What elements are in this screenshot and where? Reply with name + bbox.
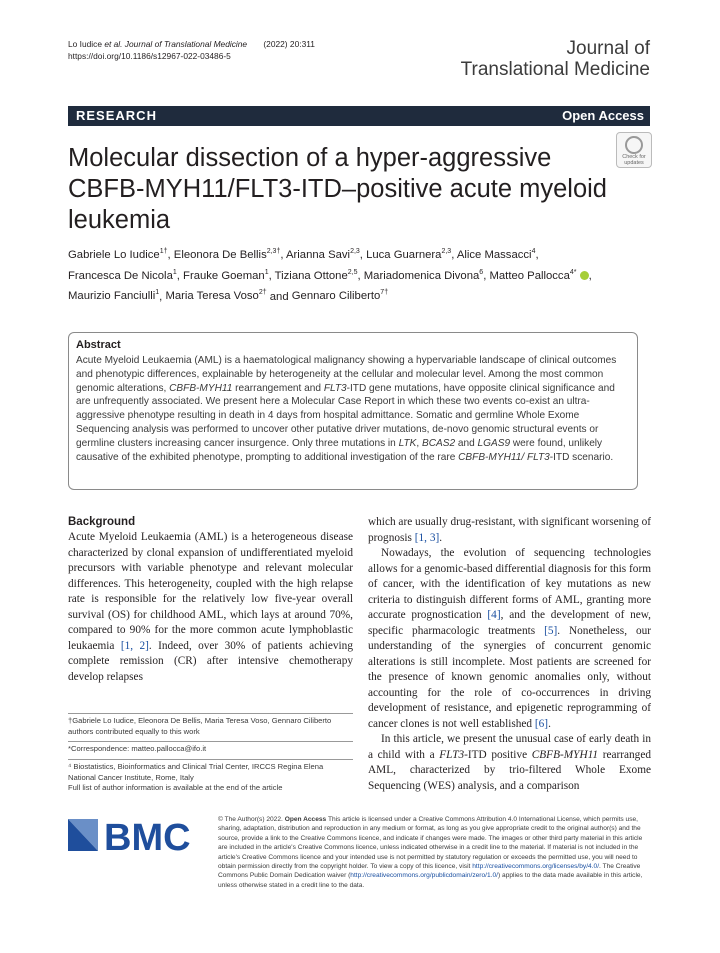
body-paragraph: In this article, we present the unusual case of early death in a child with a FLT3-ITD positive CBFB-MYH11 rearranged AML, characterized by trio-filtered Whole Exome Sequencing (WES) analysis, and a comparison [368,733,651,792]
journal-title [461,38,650,80]
bmc-logo-text: BMC [104,817,191,857]
article-title: Molecular dissection of a hyper-aggressive CBFB-MYH11/FLT3-ITD–positive acute myeloid leukemia [68,144,607,234]
author[interactable]: Mariadomenica Divona$^6$ [363,268,484,282]
citation-authors: Lo Iudice [68,39,105,49]
journal-title-line1: Journal of [566,38,650,59]
body-column-right [368,515,651,794]
author[interactable]: Luca Guarnera$^{2,3}$ [366,248,452,261]
doi-link[interactable]: https://doi.org/10.1186/s12967-022-03486-5 [68,51,231,61]
background-heading: Background [68,516,136,528]
citation-journal: et al. Journal of Translational Medicine [104,39,248,49]
author[interactable]: Gabriele Lo Iudice$^{1\dagger}$ [68,248,168,261]
check-updates-line2: updates [624,160,644,166]
body-column-left [68,515,353,685]
reference-link[interactable]: [5] [544,624,558,637]
author[interactable]: Francesca De Nicola$^1$ [68,268,177,282]
author[interactable]: Frauke Goeman$^1$ [183,268,269,282]
cc0-link[interactable]: http://creativecommons.org/publicdomain/zero/1.0/ [350,872,498,880]
citation-year: (2022) 20:311 [263,39,315,49]
abstract-text: Acute Myeloid Leukaemia (AML) is a haematological malignancy showing a hypervariable landscape of clinical outcomes and phenotypic differences, explainable by heterogeneity at the cellular and molecular level. Among the most common genomic alterations, CBFB-MYH11 rearrangement and FLT3-ITD gene mutations, have opposite clinical significance and are unfrequently associated. We present here a Molecular Case Report in which these two events co-exist an ultra-aggressive phenotype resulting in death in 4 days from hospital admittance. Somatic and germline Whole Exome Sequencing analysis was performed to uncover other putative driver mutations, de-novo genomic structural events or germline clusters increasing cancer insurgence. Only three mutations in LTK, BCAS2 and LGAS9 were found, unlikely causative of the exhibited phenotype, prompting to additional investigation of the rare CBFB-MYH11/ FLT3-ITD scenario. [76,355,617,463]
open-access-label: Open Access [562,108,644,123]
section-bar [68,106,650,126]
author[interactable]: Maria Teresa Voso$^{2\dagger}$ [165,289,267,303]
author[interactable]: Maurizio Fanciulli$^1$ [68,289,160,303]
author[interactable]: Eleonora De Bellis$^{2,3\dagger}$ [173,248,281,261]
bmc-logo[interactable] [68,813,203,862]
body-paragraph: which are usually drug-resistant, with significant worsening of prognosis [1, 3]. [368,516,651,544]
reference-link[interactable]: [1, 2] [120,639,149,652]
abstract-heading: Abstract [76,339,121,351]
author-list: Gabriele Lo Iudice$^{1\dagger}$, Eleonora De Bellis$^{2,3\dagger}$, Arianna Savi$^{2,3}$, Luca Guarnera$^{2,3}$, Alice Massacci$^4$, Francesca De Nicola$^1$, Frauke Goeman$^1$, Tiziana Ottone$^{2,5}$, Mariadomenica Divona$^6$, Matteo Pallocca$^{4*}$ , Maurizio Fanciulli$^1$, Maria Teresa Voso$^{2\dagger}$ and Gennaro Ciliberto$^{7\dagger}$ [68,248,592,303]
footnote-divider [68,759,353,760]
footnote-affiliation: ⁴ Biostatistics, Bioinformatics and Clinical Trial Center, IRCCS Regina Elena National Cancer Institute, Rome, Italy [68,762,324,782]
footnote-equal-contribution: †Gabriele Lo Iudice, Eleonora De Bellis, Maria Teresa Voso, Gennaro Ciliberto authors contributed equally to this work [68,716,332,736]
check-updates-line1: Check for [622,154,646,160]
license-text: © The Author(s) 2022. Open Access This article is licensed under a Creative Commons Attribution 4.0 International License, which permits use, sharing, adaptation, distribution and reproduction in any medium or format, as long as you give appropriate credit to the original author(s) and the source, provide a link to the Creative Commons licence, and indicate if changes were made. The images or other third party material in this article are included in the article's Creative Commons licence, unless indicated otherwise in a credit line to the material. If material is not included in the article's Creative Commons licence and your intended use is not permitted by statutory regulation or exceeds the permitted use, you will need to obtain permission directly from the copyright holder. To view a copy of this licence, visit http://creativecommons.org/licenses/by/4.0/. The Creative Commons Public Domain Dedication waiver (http://creativecommons.org/publicdomain/zero/1.0/) applies to the data made available in this article, unless otherwise stated in a credit line to the data. [218,816,643,889]
journal-title-line2: Translational Medicine [460,59,650,80]
footnote-divider [68,741,353,742]
author[interactable]: Alice Massacci$^4$ [456,248,536,261]
abstract-box [68,332,638,490]
bmc-logo-icon [68,813,203,857]
reference-link[interactable]: [4] [487,609,501,621]
footnote-full-list: Full list of author information is available at the end of the article [68,783,283,792]
orcid-icon[interactable] [580,271,589,280]
reference-link[interactable]: [1, 3] [414,531,440,544]
author[interactable]: Arianna Savi$^{2,3}$ [286,248,360,261]
author[interactable]: Matteo Pallocca$^{4*}$ [489,268,577,282]
license-link[interactable]: http://creativecommons.org/licenses/by/4.0/ [472,863,600,871]
body-paragraph: Nowadays, the evolution of sequencing technologies allows for a genomic-based differential diagnosis for this form of cancer, with the identification of key mutations as new criteria to distinguish different forms of AML, granting more accurate prognostication [4], and the development of new, specific pharmacologic treatments [5]. Nonetheless, our understanding of the synergies of concurrent genomic alterations is still incomplete. Most patients are screened for the presence of known genomic anomalies only, without accounting for the role of co-occurrences in driving development of resistance, and epigenetic reprogramming of cancer clones is not well established [6]. [368,547,652,730]
background-paragraph: Acute Myeloid Leukaemia (AML) is a heterogeneous disease characterized by clonal expansion of undifferentiated myeloid precursors with variable phenotype and relevant molecular differences. This heterogeneity, coupled with the high relapse rate is responsible for the relatively low five-year overall survival (OS) for childhood AML, which lays at around 70%, compared to 90% for the more common acute lymphoblastic leukaemia [1, 2]. Indeed, over 30% of patients achieving complete remission (CR) after intensive chemotherapy develop relapses [68,531,353,683]
footnote-divider [68,713,353,714]
author[interactable]: Tiziana Ottone$^{2,5}$ [274,268,358,282]
citation-block [68,38,315,62]
author[interactable]: Gennaro Ciliberto$^{7\dagger}$ [291,289,389,303]
footnote-correspondence[interactable]: *Correspondence: matteo.pallocca@ifo.it [68,744,207,753]
reference-link[interactable]: [6] [534,717,549,730]
section-label: RESEARCH [76,108,157,123]
